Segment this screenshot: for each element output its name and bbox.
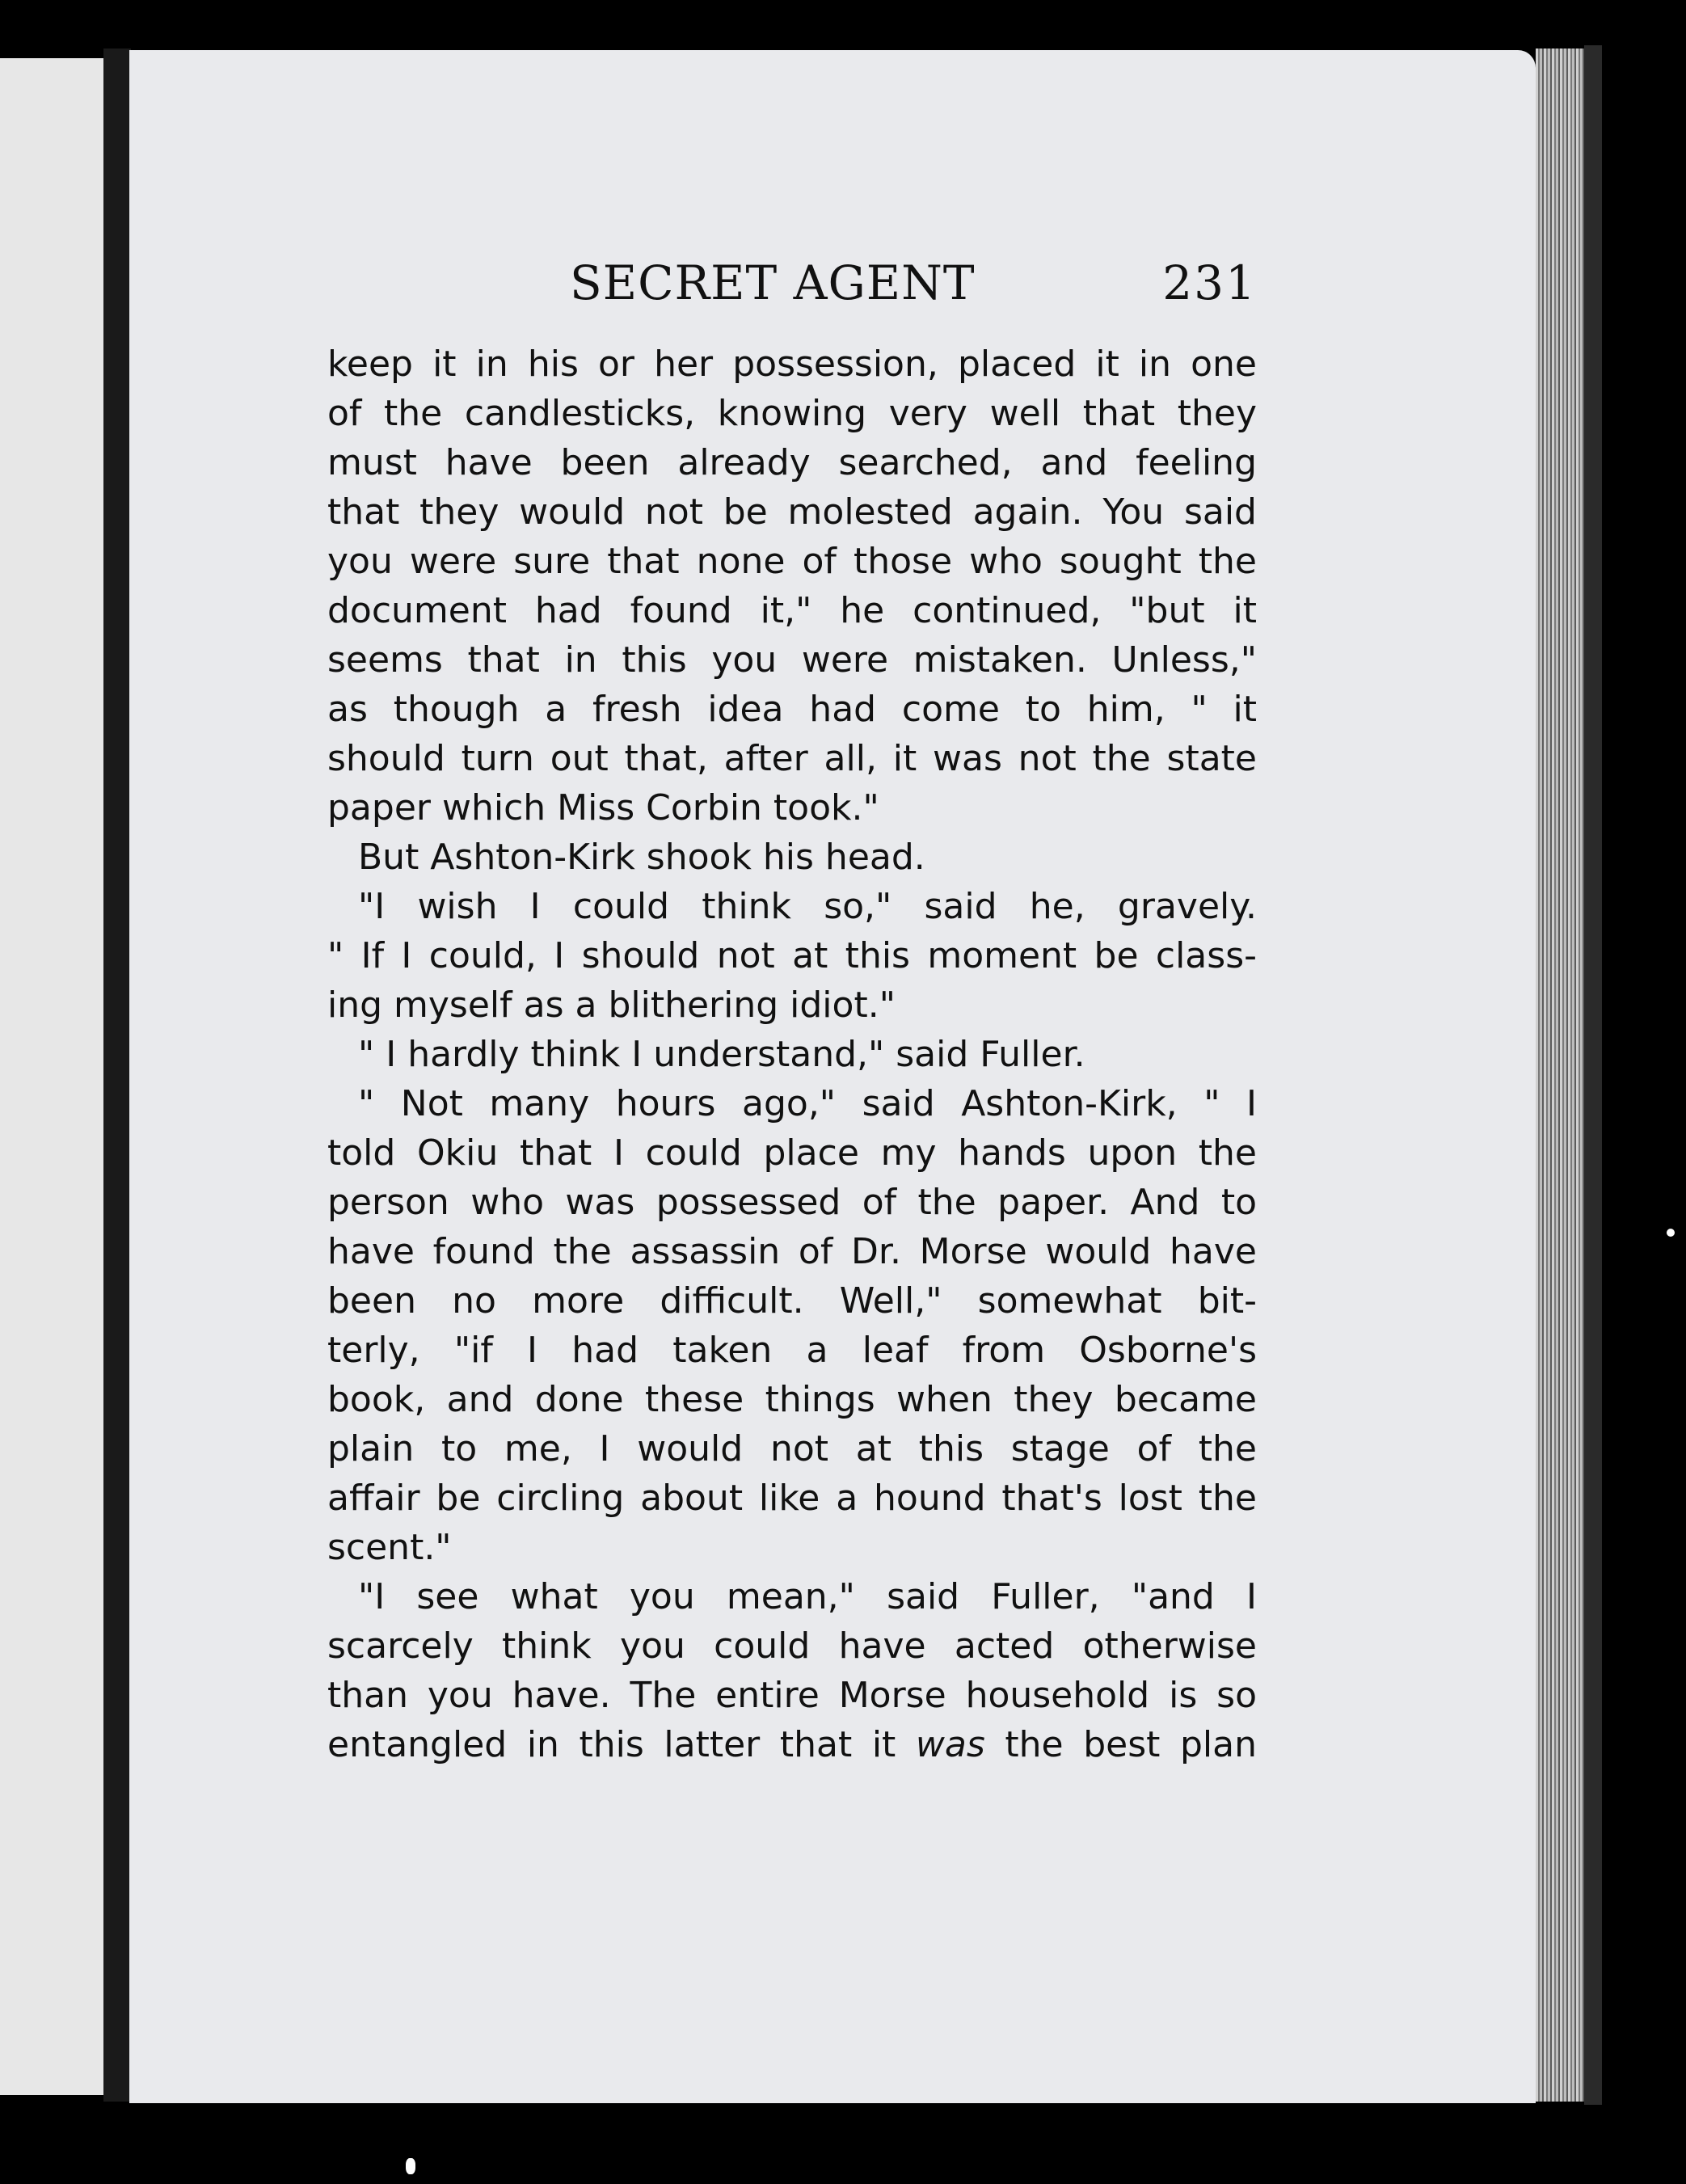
text-line: book, and done these things when they became (327, 1379, 1257, 1420)
text-line: told Okiu that I could place my hands upon the (327, 1132, 1257, 1174)
running-head (327, 251, 1257, 315)
text-line: of the candlesticks, knowing very well that they (327, 393, 1257, 434)
book-gutter (103, 48, 131, 2102)
text-line: person who was possessed of the paper. And to (327, 1182, 1257, 1223)
scan-speck (406, 2158, 415, 2174)
text-line: must have been already searched, and feeling (327, 442, 1257, 483)
page-number: 231 (1162, 255, 1257, 310)
text-line: " I hardly think I understand," said Fuller. (358, 1034, 1085, 1075)
text-line: that they would not be molested again. You said (327, 491, 1257, 533)
text-line: should turn out that, after all, it was not the state (327, 738, 1257, 779)
text-line: "I see what you mean," said Fuller, "and I (358, 1576, 1257, 1617)
last-line-after: the best plan (984, 1724, 1257, 1765)
page-stack-edges (1536, 48, 1584, 2102)
text-line: But Ashton-Kirk shook his head. (358, 837, 925, 878)
text-line: been no more difficult. Well," somewhat bit- (327, 1280, 1257, 1322)
text-line: " Not many hours ago," said Ashton-Kirk, " I (358, 1083, 1257, 1124)
body-text (327, 339, 1257, 1769)
left-page-edge (0, 58, 103, 2095)
text-line: scarcely think you could have acted otherwise (327, 1625, 1257, 1667)
text-line: keep it in his or her possession, placed it in one (327, 344, 1257, 385)
text-line: affair be circling about like a hound that's lost the (327, 1478, 1257, 1519)
text-line: terly, "if I had taken a leaf from Osborne's (327, 1330, 1257, 1371)
text-line: than you have. The entire Morse household is so (327, 1675, 1257, 1716)
last-line-before: entangled in this latter that it (327, 1724, 916, 1765)
text-line: scent." (327, 1527, 452, 1568)
text-line: " If I could, I should not at this moment be class- (327, 935, 1257, 976)
text-line: paper which Miss Corbin took." (327, 787, 879, 828)
text-line: plain to me, I would not at this stage of the (327, 1428, 1257, 1469)
text-line: ing myself as a blithering idiot." (327, 984, 896, 1026)
text-line-last (327, 1720, 1257, 1769)
text-line: have found the assassin of Dr. Morse would have (327, 1231, 1257, 1272)
text-line: "I wish I could think so," said he, gravely. (358, 886, 1257, 927)
text-line: as though a fresh idea had come to him, " it (327, 689, 1257, 730)
last-line-italic: was (915, 1724, 985, 1765)
running-head-title: SECRET AGENT (570, 255, 976, 310)
cover-edge (1584, 45, 1602, 2105)
text-line: seems that in this you were mistaken. Unless," (327, 639, 1257, 681)
scan-speck (1667, 1229, 1675, 1237)
text-line: document had found it," he continued, "but it (327, 590, 1257, 631)
text-line: you were sure that none of those who sought the (327, 541, 1257, 582)
